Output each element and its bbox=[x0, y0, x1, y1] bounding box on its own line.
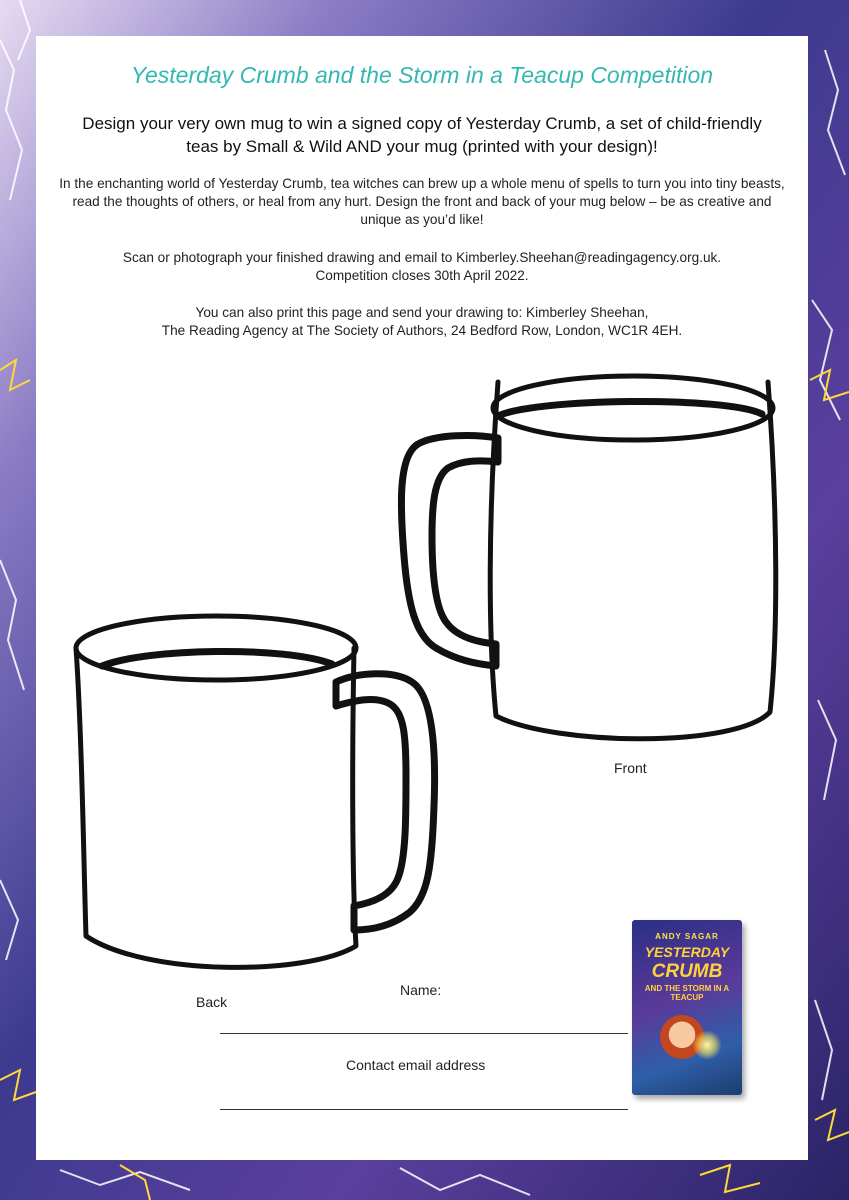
back-mug-label: Back bbox=[196, 994, 228, 1010]
name-field-line[interactable] bbox=[220, 1033, 628, 1034]
intro-paragraph: In the enchanting world of Yesterday Crumb, tea witches can brew up a whole menu of spells to turn you into tiny beasts, read the thoughts of others, or heal from any hurt. Design the front and back of your mug below – be as creative and unique as you’d like! bbox=[59, 176, 785, 227]
back-mug-outline bbox=[76, 616, 435, 967]
competition-lead: Design your very own mug to win a signed copy of Yesterday Crumb, a set of child-friendly teas by Small & Wild AND your mug (printed with your design)! bbox=[82, 114, 762, 156]
book-title-line-1: YESTERDAY bbox=[644, 944, 730, 960]
book-magic-glow bbox=[692, 1030, 722, 1060]
book-title-line-2: CRUMB bbox=[651, 961, 723, 982]
front-mug-outline bbox=[401, 376, 775, 739]
email-instructions-line: Scan or photograph your finished drawing and email to Kimberley.Sheehan@readingagency.org.uk. bbox=[122, 250, 722, 265]
front-mug-label: Front bbox=[614, 760, 647, 776]
closing-date: Competition closes 30th April 2022. bbox=[315, 268, 529, 283]
email-field-label: Contact email address bbox=[346, 1057, 486, 1073]
name-field-label: Name: bbox=[400, 982, 442, 998]
book-title-line-3: AND THE STORM IN A TEACUP bbox=[644, 984, 730, 1002]
email-field-line[interactable] bbox=[220, 1109, 628, 1110]
book-cover bbox=[632, 920, 742, 1095]
page-title: Yesterday Crumb and the Storm in a Teacup Competition bbox=[130, 62, 714, 88]
postal-instructions-line-1: You can also print this page and send your drawing to: Kimberley Sheehan, bbox=[195, 305, 649, 320]
book-author: ANDY SAGAR bbox=[655, 932, 719, 941]
postal-instructions-line-2: The Reading Agency at The Society of Authors, 24 Bedford Row, London, WC1R 4EH. bbox=[161, 323, 683, 338]
